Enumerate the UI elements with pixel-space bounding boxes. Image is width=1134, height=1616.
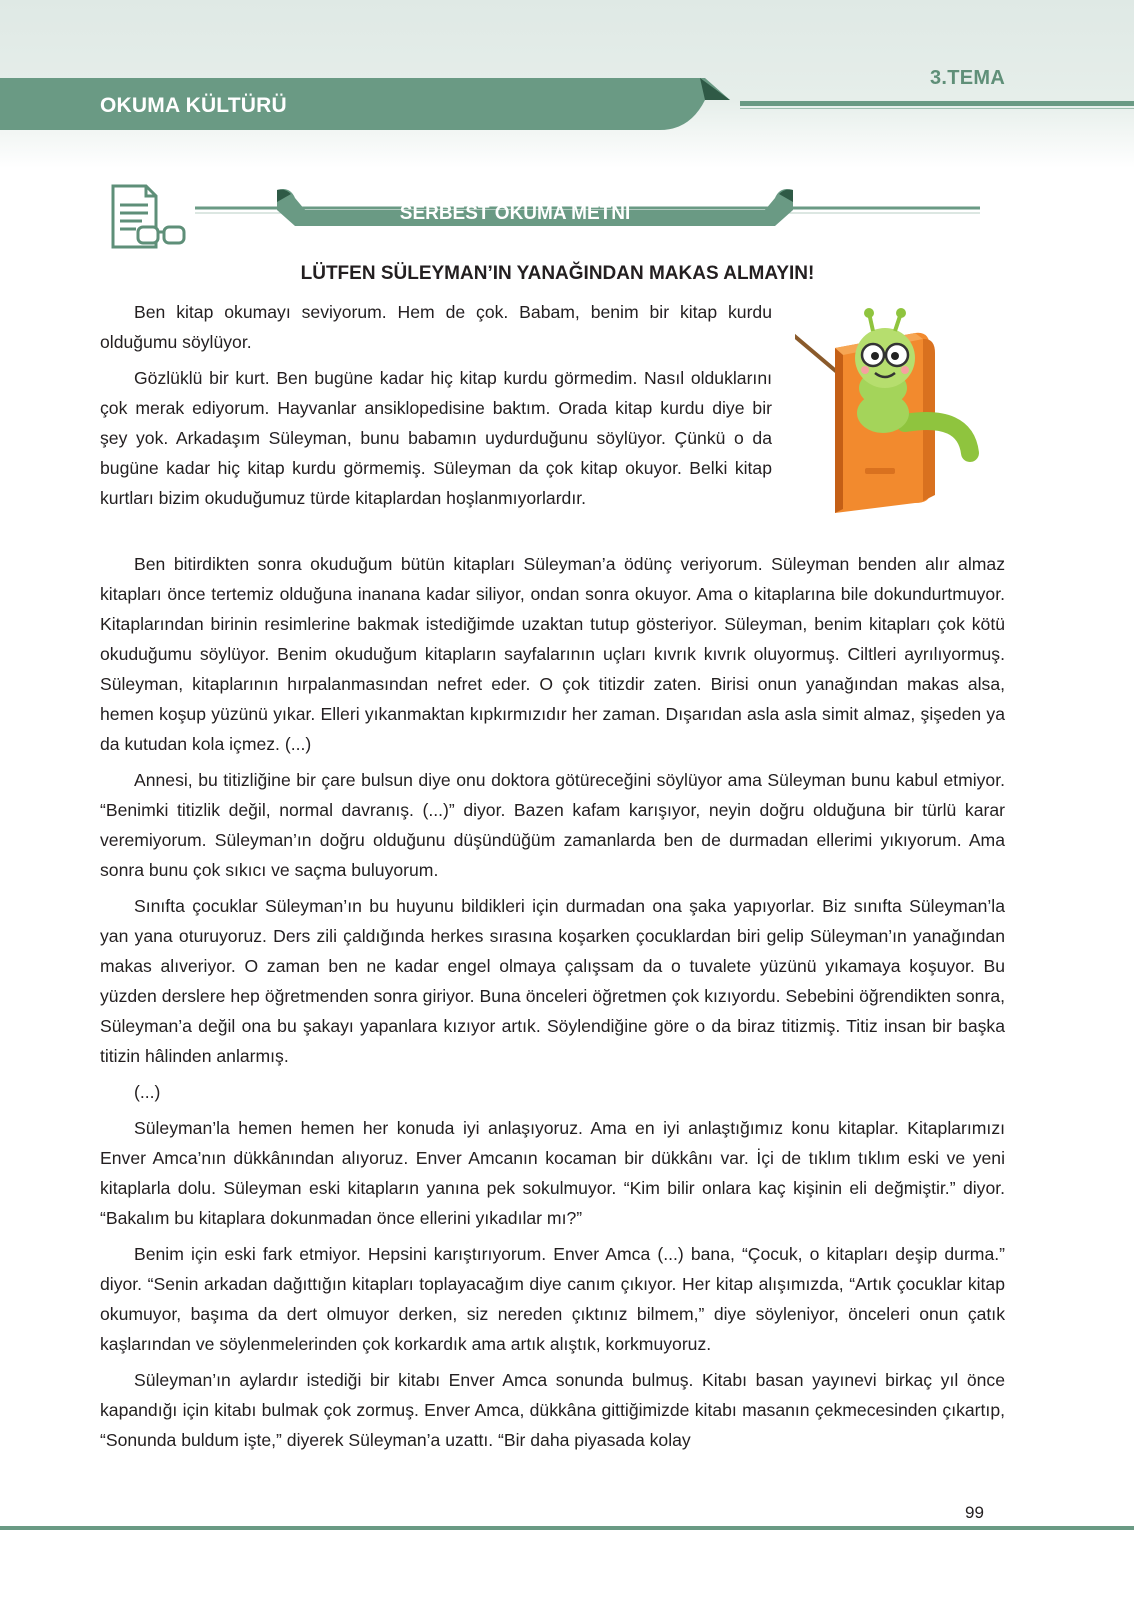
section-title: OKUMA KÜLTÜRÜ — [100, 94, 287, 117]
paragraph: Ben bitirdikten sonra okuduğum bütün kitapları Süleyman’a ödünç veriyorum. Süleyman benden alır almaz kitapları önce tertemiz olduğuna inanana kadar siliyor, ondan sonra okuyor. Ama o kitaplarına bile dokundurtmuyor. Kitaplarından birinin resimlerine bakmak istediğimde uzaktan tutup gösteriyor. Süleyman, benim kitapları çok kötü okuduğumu söylüyor. Benim okuduğum kitapların sayfalarının uçları kıvrık kıvrık oluyormuş. Ciltleri ayrılıyormuş. Süleyman, kitaplarının hırpalanmasından nefret eder. O çok titizdir zaten. Birisi onun yanağından makas alsa, hemen koşup yüzünü yıkar. Elleri yıkanmaktan kıpkırmızıdır her zaman. Dışarıdan asla asla simit almaz, şişeden ya da kutudan kola içmez. (...) — [100, 554, 1005, 754]
reading-type-label: SERBEST OKUMA METNİ — [399, 203, 631, 224]
paragraph: Ben kitap okumayı seviyorum. Hem de çok. Babam, benim bir kitap kurdu olduğumu söylüyor. — [100, 302, 772, 352]
bookworm-on-book-illustration — [795, 303, 1005, 518]
paragraph: Benim için eski fark etmiyor. Hepsini karıştırıyorum. Enver Amca (...) bana, “Çocuk, o kitapları deşip durma.” diyor. “Senin arkadan dağıttığın kitapları toplayacağım diye canım çıkıyor. Her kitap alışımızda, “Artık çocuklar kitap okumuyor, başıma da dert olmuyor derken, siz nereden çıktınız bilmem,” diye söyleniyor, önceleri onun çatık kaşlarından ve söylenmelerinden çok korkardık ama artık alıştık, korkmuyoruz. — [100, 1244, 1005, 1354]
paragraph: Süleyman’la hemen hemen her konuda iyi anlaşıyoruz. Ama en iyi anlaştığımız konu kitaplar. Kitaplarımızı Enver Amca’nın dükkânından alıyoruz. Enver Amcanın kocaman bir dükkânı var. İçi de tıklım tıklım eski ve yeni kitaplarla dolu. Süleyman eski kitapların yanına pek sokulmuyor. “Kim bilir onlara kaç kişinin eli değmiştir.” diyor. “Bakalım bu kitaplara dokunmadan önce ellerini yıkadılar mı?” — [100, 1118, 1005, 1228]
intro-text — [100, 297, 772, 519]
paragraph: Süleyman’ın aylardır istediği bir kitabı Enver Amca sonunda bulmuş. Kitabı basan yayınevi birkaç yıl önce kapandığı için kitabı bulmak çok zormuş. Enver Amca, dükkâna gittiğimizde kitabı masanın çekmecesinden çıkartıp, “Sonunda buldum işte,” diyerek Süleyman’a uzattı. “Bir daha piyasada kolay — [100, 1370, 1005, 1450]
paragraph: Sınıfta çocuklar Süleyman’ın bu huyunu bildikleri için durmadan ona şaka yapıyorlar. Biz sınıfta Süleyman’la yan yana oturuyoruz. Ders zili çaldığında herkes sırasına koşarken çocuklardan biri gelip Süleyman’ın yanağından makas alıveriyor. O zaman ben ne kadar engel olmaya çalışsam da o tuvalete yüzünü yıkamaya koşuyor. Bu yüzden derslere hep öğretmenden sonra giriyor. Buna önceleri öğretmen çok kızıyordu. Sebebini öğrendikten sonra, Süleyman’a değil ona bu şakayı yapanlara kızıyor artık. Söylendiğine göre o da biraz titizmiş. Titiz insan bir başka titizin hâlinden anlarmış. — [100, 896, 1005, 1066]
main-text — [100, 549, 1005, 1461]
document-with-glasses-icon — [108, 183, 194, 251]
page-number: 99 — [965, 1503, 984, 1522]
paragraph: Gözlüklü bir kurt. Ben bugüne kadar hiç kitap kurdu görmedim. Nasıl olduklarını çok merak ediyorum. Hayvanlar ansiklopedisine baktım. Orada kitap kurdu diye bir şey yok. Arkadaşım Süleyman, bunu babamın uydurduğunu söylüyor. Çünkü o da bugüne kadar hiç kitap kurdu görmemiş. Süleyman da çok kitap okuyor. Belki kitap kurtları bizim okuduğumuz türde kitaplardan hoşlanmıyorlardır. — [100, 368, 772, 508]
paragraph: (...) — [134, 1082, 161, 1102]
paragraph: Annesi, bu titizliğine bir çare bulsun diye onu doktora götüreceğini söylüyor ama Süleyman bunu kabul etmiyor. “Benimki titizlik değil, normal davranış. (...)” diyor. Bazen kafam karışıyor, neyin doğru olduğuna bir türlü karar veremiyorum. Süleyman’ın doğru olduğunu düşündüğüm zamanlarda ben de durmadan ellerimi yıkıyorum. Ama sonra bunu çok sıkıcı ve saçma buluyorum. — [100, 770, 1005, 880]
theme-rule — [740, 101, 1134, 106]
theme-rule-thin — [740, 108, 1134, 109]
footer-rule — [0, 1526, 1134, 1530]
theme-label: 3.TEMA — [930, 67, 1006, 89]
story-title: LÜTFEN SÜLEYMAN’IN YANAĞINDAN MAKAS ALMAYIN! — [300, 263, 815, 284]
